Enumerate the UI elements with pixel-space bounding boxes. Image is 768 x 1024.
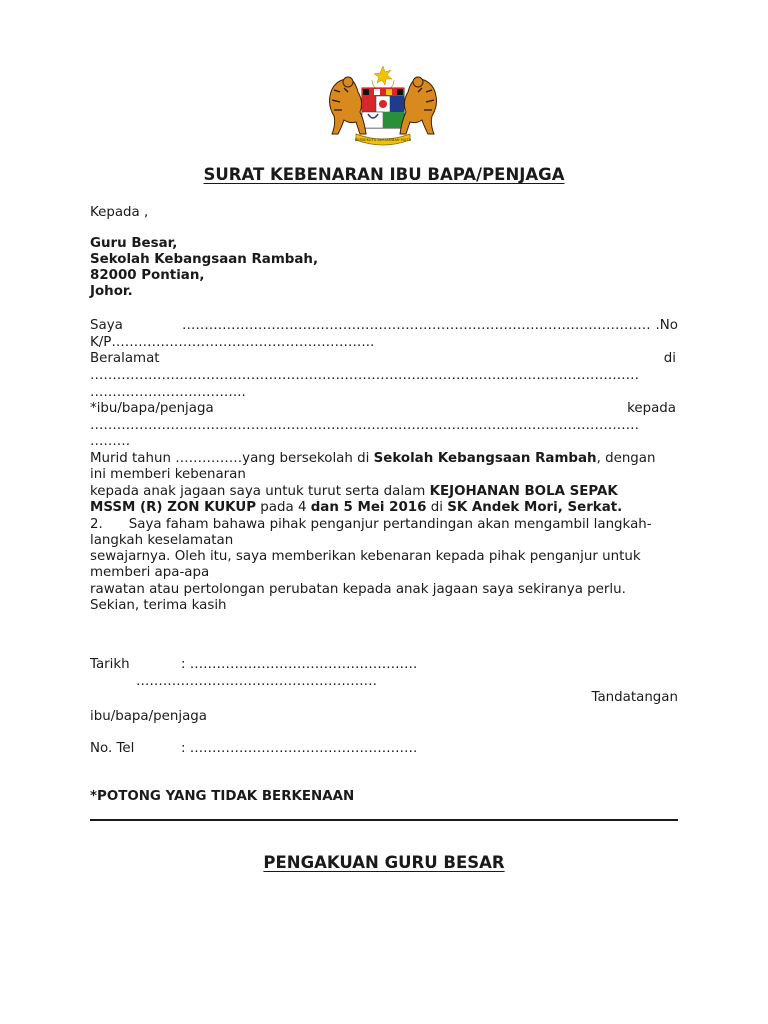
para2-line4: memberi apa-apa bbox=[90, 565, 210, 580]
dengan-text: , dengan bbox=[596, 451, 656, 466]
address-blank: …………………………….. bbox=[90, 385, 246, 400]
event-zone: MSSM (R) ZON KUKUP bbox=[90, 500, 257, 515]
beralamat-row bbox=[90, 351, 676, 368]
recipient-blank: …………………………………………………………………………………………………………… bbox=[90, 418, 640, 433]
addressee-line: Guru Besar, bbox=[90, 236, 178, 251]
cut-line bbox=[90, 819, 678, 821]
penjaga-row bbox=[90, 401, 676, 418]
para2-line3: sewajarnya. Oleh itu, saya memberikan kebenaran kepada pihak penganjur untuk bbox=[90, 549, 641, 564]
di-text: di bbox=[426, 500, 448, 515]
coat-of-arms-icon bbox=[322, 62, 444, 148]
signature-label: Tandatangan bbox=[591, 690, 678, 705]
murid-text: Murid tahun ……………yang bersekolah di bbox=[90, 451, 374, 466]
closing-line: Sekian, terima kasih bbox=[90, 598, 227, 613]
addressee-line: Johor. bbox=[90, 284, 133, 299]
kp-blank: K/P………………………………………………….. bbox=[90, 335, 375, 350]
para2-number: 2. bbox=[90, 517, 103, 532]
signature-role: ibu/bapa/penjaga bbox=[90, 709, 207, 724]
para2-text: Saya faham bahawa pihak penganjur pertandingan akan mengambil langkah- bbox=[128, 517, 652, 532]
para2-line1 bbox=[90, 517, 652, 534]
para2-line2: langkah keselamatan bbox=[90, 533, 234, 548]
signature-blank: ……………………………………………… bbox=[136, 674, 378, 689]
address-blank: …………………………………………………………………………………………………………… bbox=[90, 368, 640, 383]
para1-line1 bbox=[90, 451, 656, 468]
para1-line4 bbox=[90, 500, 622, 517]
event-venue: SK Andek Mori, Serkat. bbox=[447, 500, 623, 515]
para1-line3 bbox=[90, 484, 618, 501]
para1-text: kepada anak jagaan saya untuk turut serta dalam bbox=[90, 484, 430, 499]
para1-line2: ini memberi kebenaran bbox=[90, 467, 246, 482]
kepada-label: kepada bbox=[627, 401, 676, 416]
tarikh-blank: : …………………………………………… bbox=[181, 657, 418, 672]
tel-label: No. Tel bbox=[90, 741, 135, 756]
tel-blank: : …………………………………………… bbox=[181, 741, 418, 756]
addressee-line: 82000 Pontian, bbox=[90, 268, 205, 283]
di-label: di bbox=[663, 351, 676, 366]
event-name: KEJOHANAN BOLA SEPAK bbox=[429, 484, 618, 499]
saya-blank: …………………………………………………………………………………………… bbox=[182, 318, 651, 333]
school-name: Sekolah Kebangsaan Rambah bbox=[373, 451, 597, 466]
salutation: Kepada , bbox=[90, 205, 149, 220]
para2-line5: rawatan atau pertolongan perubatan kepada anak jagaan saya sekiranya perlu. bbox=[90, 582, 626, 597]
event-dates: dan 5 Mei 2016 bbox=[310, 500, 427, 515]
beralamat-label: Beralamat bbox=[90, 351, 160, 366]
recipient-blank: ……… bbox=[90, 434, 131, 449]
cut-note: *POTONG YANG TIDAK BERKENAAN bbox=[90, 789, 355, 804]
addressee-line: Sekolah Kebangsaan Rambah, bbox=[90, 252, 319, 267]
pada-text: pada 4 bbox=[256, 500, 311, 515]
crest-motto: BERSEKUTU BERTAMBAH MUTU bbox=[354, 138, 412, 142]
tarikh-label: Tarikh bbox=[90, 657, 130, 672]
penjaga-label: *ibu/bapa/penjaga bbox=[90, 401, 214, 416]
saya-label: Saya bbox=[90, 318, 123, 333]
letter-title: SURAT KEBENARAN IBU BAPA/PENJAGA bbox=[203, 165, 565, 184]
no-label: .No bbox=[655, 318, 678, 333]
section-title-pengakuan: PENGAKUAN GURU BESAR bbox=[263, 853, 505, 872]
